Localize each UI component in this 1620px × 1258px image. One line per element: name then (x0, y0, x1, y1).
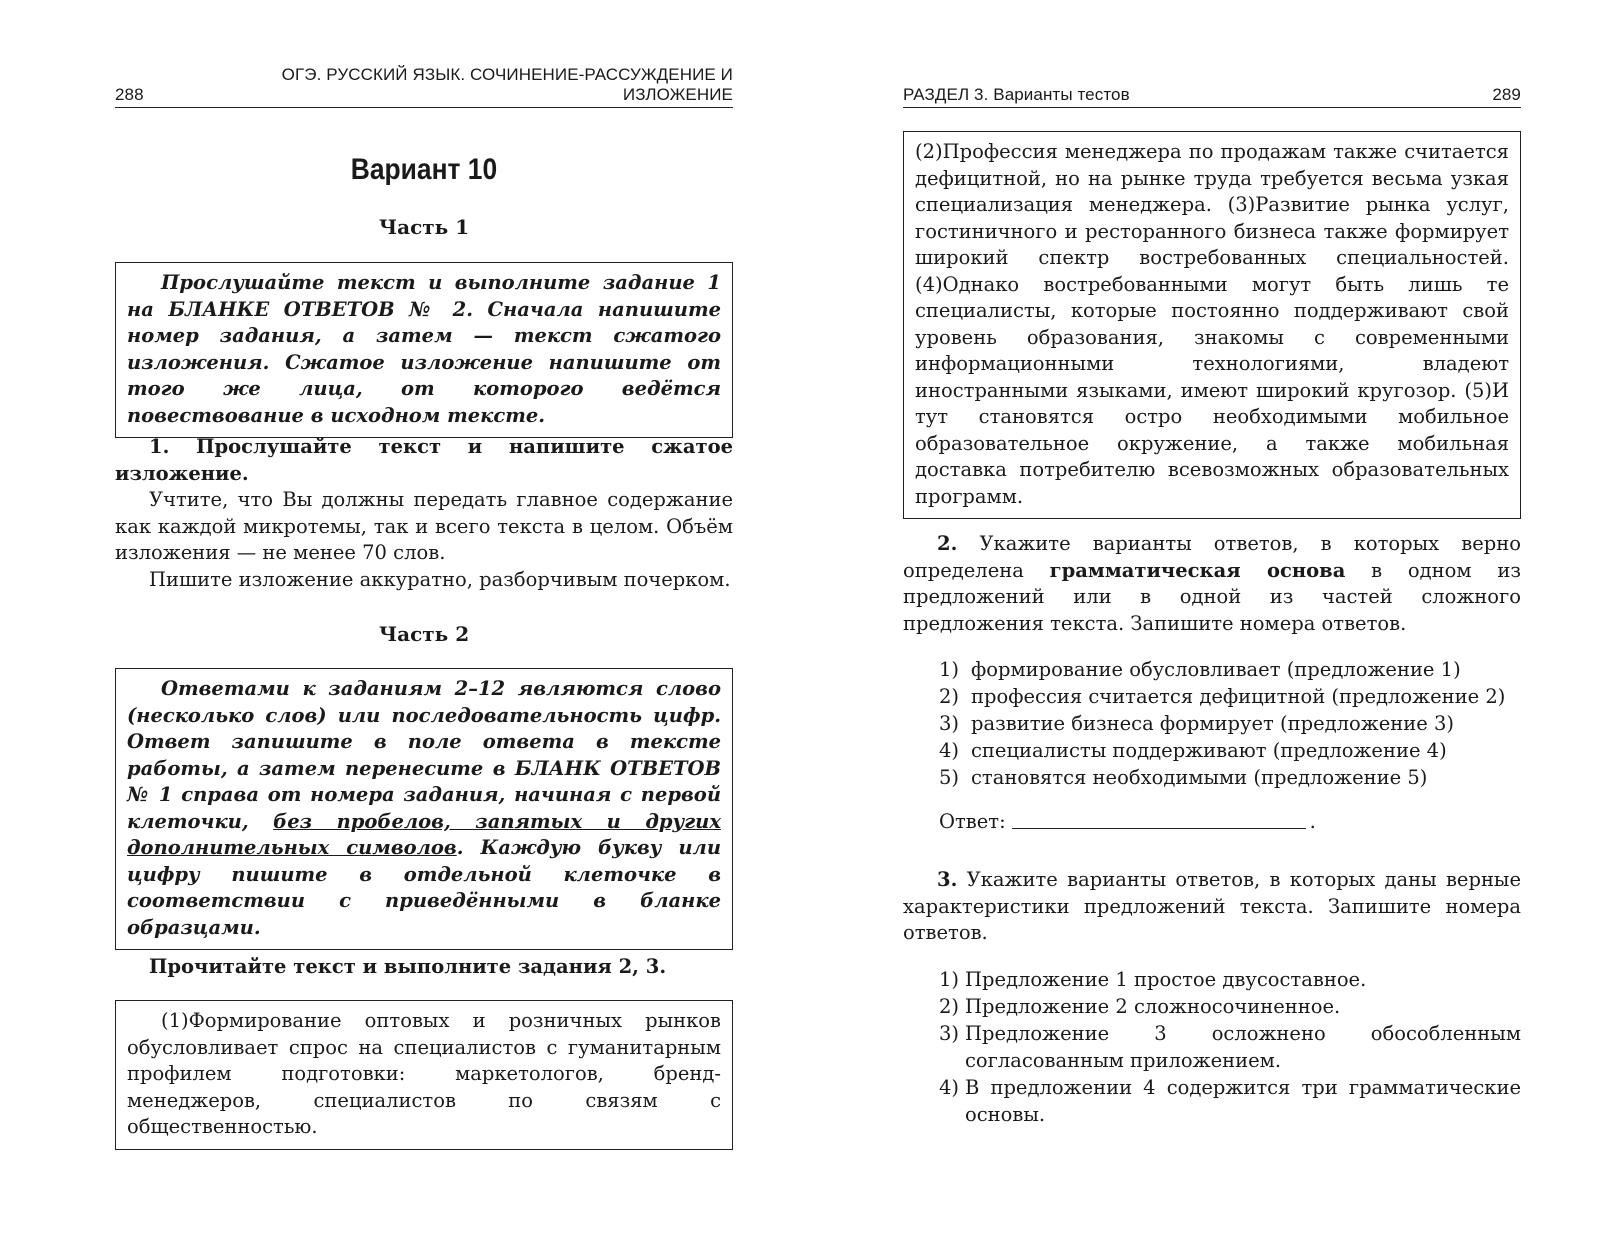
task3-option (939, 993, 1521, 1020)
running-title-left: ОГЭ. РУССКИЙ ЯЗЫК. СОЧИНЕНИЕ-РАССУЖДЕНИЕ И ИЗЛОЖЕНИЕ (281, 65, 733, 104)
option-number: 1) (939, 968, 960, 991)
source-text-box-2 (903, 131, 1521, 519)
answer-label: Ответ: (939, 810, 1006, 833)
option-text: формирование обусловливает (предложение 1) (971, 658, 1461, 681)
option-number: 5) (939, 766, 960, 789)
option-text: В предложении 4 содержится три грамматические основы. (965, 1076, 1521, 1126)
option-text: развитие бизнеса формирует (предложение 3) (971, 712, 1455, 735)
task2-block (903, 531, 1521, 637)
running-header-right (903, 80, 1521, 108)
option-text: Предложение 1 простое двусоставное. (965, 968, 1367, 991)
task3-option (939, 1074, 1521, 1128)
part2-instruction-underlined: без пробелов, запятых и других дополнительных символов (127, 809, 721, 859)
task3-option (939, 966, 1521, 993)
option-text: Предложение 2 сложносочиненное. (965, 995, 1341, 1018)
read-heading-block (115, 954, 733, 981)
source-text-box-1 (115, 1000, 733, 1150)
source-text-part1: (1)Формирование оптовых и розничных рынков обусловливает спрос на специалистов с гуманитарным профилем подготовки: маркетологов, бренд-менеджеров, специалистов по связям с общественностью. (127, 1009, 721, 1138)
running-title-right: РАЗДЕЛ 3. Варианты тестов (903, 85, 1130, 104)
running-header-left (115, 65, 733, 108)
option-text: Предложение 3 осложнено обособленным согласованным приложением. (965, 1022, 1521, 1072)
answer-end: . (1309, 810, 1316, 833)
part2-instruction-b: . Каждую букву или цифру пишите в отдельной клеточке в соответствии с приведёнными в бланке образцами. (127, 836, 721, 939)
part2-instruction (127, 676, 721, 941)
task2-text-bold: грамматическая основа (1049, 558, 1346, 582)
option-number: 4) (939, 739, 960, 762)
option-number: 3) (939, 1022, 960, 1045)
task1-heading: 1. Прослушайте текст и напишите сжатое изложение. (115, 435, 733, 485)
task2-answer-line (939, 808, 1316, 835)
task2-option (939, 737, 1521, 764)
task2-number: 2. (937, 532, 958, 555)
task2-text-b: в одном из предложений или в одной из частей сложного предложения текста. Запишите номера ответов. (903, 558, 1521, 635)
task3-options (939, 966, 1521, 1128)
part2-title: Часть 2 (378, 622, 470, 646)
task3-text (903, 867, 1521, 947)
option-number: 4) (939, 1076, 960, 1099)
read-heading: Прочитайте текст и выполните задания 2, 3. (149, 955, 667, 978)
part1-instruction-box (115, 262, 733, 438)
part2-instruction-a: Ответами к заданиям 2–12 являются слово (несколько слов) или последовательность цифр. Ответ запишите в поле ответа в тексте работы, а затем перенесите в БЛАНК ОТВЕТОВ № 1 справа от номера задания, начиная с первой клеточки, (127, 677, 721, 833)
task1-block (115, 434, 733, 593)
task3-option (939, 1020, 1521, 1074)
option-number: 3) (939, 712, 960, 735)
task3-text-body: Укажите варианты ответов, в которых даны верные характеристики предложений текста. Запишите номера ответов. (903, 868, 1521, 944)
task1-text1: Учтите, что Вы должны передать главное содержание как каждой микротемы, так и всего текста в целом. Объём изложения — не менее 70 слов. (115, 488, 733, 564)
option-text: профессия считается дефицитной (предложение 2) (971, 685, 1506, 708)
option-number: 2) (939, 685, 960, 708)
variant-title: Вариант 10 (350, 153, 498, 186)
page-number-left: 288 (115, 85, 144, 104)
task2-option (939, 656, 1521, 683)
task2-option (939, 683, 1521, 710)
task1-text2: Пишите изложение аккуратно, разборчивым почерком. (149, 567, 731, 591)
answer-field[interactable] (1012, 827, 1306, 829)
part1-instruction: Прослушайте текст и выполните задание 1 на БЛАНКЕ ОТВЕТОВ № 2. Сначала напишите номер задания, а затем — текст сжатого изложения. Сжатое изложение напишите от того же лица, от которого ведётся повествование в исходном тексте. (127, 271, 721, 427)
source-text-part2: (2)Профессия менеджера по продажам также считается дефицитной, но на рынке труда требуется весьма узкая специализация менеджера. (3)Развитие рынка услуг, гостиничного и ресторанного бизнеса также формирует широкий спектр востребованных специальностей. (4)Однако востребованными могут быть лишь те специалисты, которые постоянно поддерживают свой уровень образования, знакомы с современными информационными технологиями, владеют иностранными языками, имеют широкий кругозор. (5)И тут становятся остро необходимыми мобильное образовательное окружение, а также мобильная доставка потребителю всевозможных образовательных программ. (915, 140, 1509, 508)
task2-text-a: Укажите варианты ответов, в которых верно определена (903, 532, 1521, 582)
task2-option (939, 764, 1521, 791)
task3-number: 3. (937, 868, 958, 891)
part1-title: Часть 1 (378, 215, 470, 239)
option-number: 1) (939, 658, 960, 681)
option-text: становятся необходимыми (предложение 5) (971, 766, 1428, 789)
task2-option (939, 710, 1521, 737)
task3-block (903, 867, 1521, 947)
option-text: специалисты поддерживают (предложение 4) (971, 739, 1447, 762)
task2-options (939, 656, 1521, 791)
task2-text (903, 531, 1521, 637)
part2-instruction-box (115, 668, 733, 950)
page-number-right: 289 (1492, 85, 1521, 104)
option-number: 2) (939, 995, 960, 1018)
